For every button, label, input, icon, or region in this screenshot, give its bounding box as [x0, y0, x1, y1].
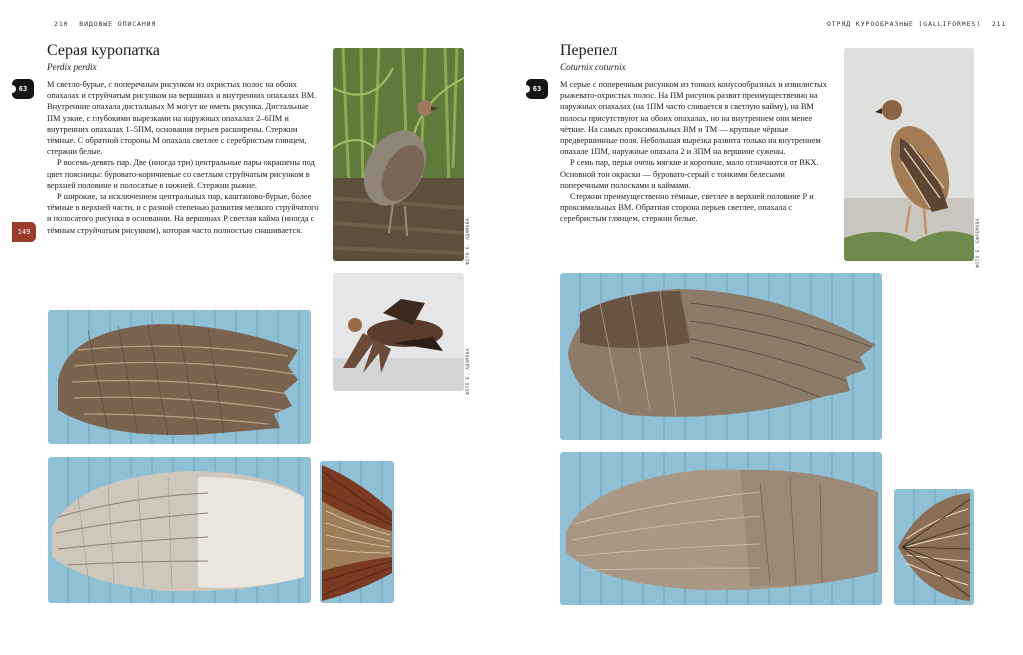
right-paragraph-3: Стержни преимущественно тёмные, светлее в верхней половине Р и проксимальных ВМ. Обратная сторона перьев светлее, опахала с серебристым глянцем, стержни белые.: [560, 192, 814, 224]
left-species-tag-number: 63: [18, 85, 28, 93]
partridge-flight-photo: [333, 273, 464, 391]
partridge-tail-photo: [320, 461, 394, 603]
right-species-latin: Coturnix coturnix: [560, 62, 626, 72]
left-paragraph-3: Р широкие, за исключением центральных пар, каштаново-бурые, более тёмные в верхней части, и с разной степенью развития мелкого струйчатого и полосатого рисунка в основании. На вершинах Р светлая кайма (иногда с тёмным струйчатым рисунком), которая часто полностью снашивается.: [47, 192, 319, 235]
left-page-tab: [12, 222, 36, 242]
left-species-latin: Perdix perdix: [47, 62, 97, 72]
right-description: [560, 79, 832, 225]
left-description: [47, 79, 323, 236]
left-page-number: 210: [54, 20, 69, 28]
right-species-tag-number: 63: [532, 85, 542, 93]
left-page-tab-number: 149: [17, 228, 31, 236]
quail-tail-photo: [894, 489, 974, 605]
left-paragraph-2: Р восемь-девять пар. Две (иногда три) центральные пары окрашены под цвет поясницы: буровато-коричневые со светлым струйчатым рисунком в верхней половине и полосатые в нижней. Стержни рыжие.: [47, 158, 315, 190]
right-page-number: 211: [991, 20, 1007, 28]
left-page-header: [48, 20, 156, 28]
left-section-title: ВИДОВЫЕ ОПИСАНИЯ: [79, 20, 157, 28]
right-section-title: ОТРЯД КУРООБРАЗНЫЕ (GALLIFORMES): [827, 20, 982, 28]
partridge-photo: [333, 48, 464, 261]
partridge-wing-upper-photo: [48, 310, 311, 444]
right-paragraph-2: Р семь пар, перья очень мягкие и короткие, мало отличаются от ВКХ. Основной тон окраски — буровато-серый с тонкими белесыми поперечными полосками и каймами.: [560, 158, 819, 190]
right-paragraph-1: М серые с поперечным рисунком из тонких конусообразных и извилистых рыжевато-охристых полос. На ПМ рисунок развит преимущественно на наружных опахалах (на 1ПМ часто сливается в светлую кайму), на ВМ полосы присутствуют на обоих опахалах, но на внутреннем они менее чёткие. На самых проксимальных ВМ и ТМ — крупные чёрные предвершинные поля. Небольшая вырезка развита только на внутреннем опахале 1ПМ, наружные опахала 2 и 3ПМ на вершине сужены.: [560, 80, 827, 157]
quail-wing-upper-photo: [560, 273, 882, 440]
left-species-title: Серая куропатка: [47, 42, 160, 59]
left-paragraph-1: М светло-бурые, с поперечным рисунком из охристых полос на обоих опахалах и струйчатым рисунком на вершинах и внутренних опахалах ВМ. Внутренние опахала дистальных М могут не иметь рисунка. Дистальные ПМ узкие, с глубокими вырезками на наружных опахалах 2–6ПМ и внутренних опахалах 1–5ПМ, основания перьев расширены. Стержни тёмные. С обратной стороны М опахала светлее с серебристым глянцем, стержни белые.: [47, 80, 317, 157]
partridge-flight-photo-credit: ФОТО Е. АДАМОВА: [466, 348, 471, 395]
quail-photo: [844, 48, 974, 261]
left-species-tag: [12, 79, 34, 99]
right-species-tag: [526, 79, 548, 99]
partridge-photo-credit: ФОТО Е. АДАМОВА: [466, 218, 471, 265]
quail-photo-credit: ФОТО Е. ЕФРЕМОВА: [976, 218, 981, 268]
partridge-wing-under-photo: [48, 457, 311, 603]
right-species-title: Перепел: [560, 42, 618, 59]
right-page-header: [827, 20, 1012, 28]
quail-wing-under-photo: [560, 452, 882, 605]
